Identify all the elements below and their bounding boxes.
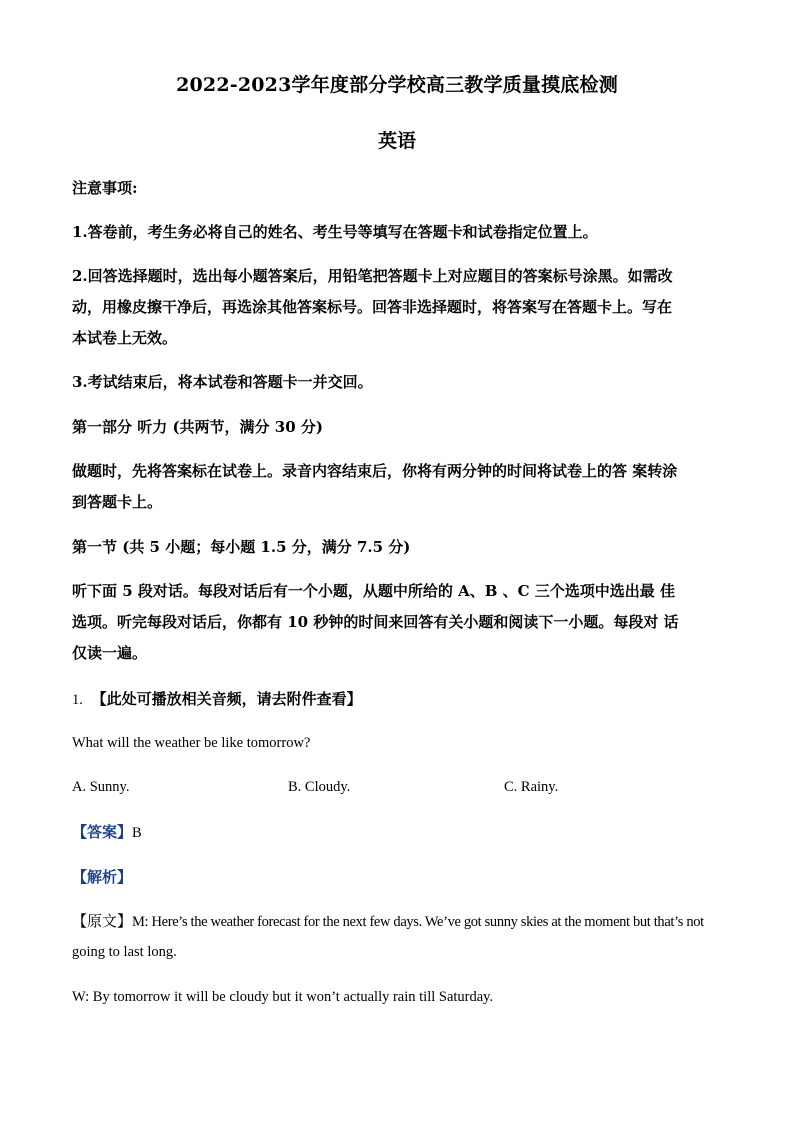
notice-item-2-line-2: 动，用橡皮擦干净后，再选涂其他答案标号。回答非选择题时，将答案写在答题卡上。写在 <box>72 298 673 316</box>
notice-item-1: 1.答卷前，考生务必将自己的姓名、考生号等填写在答题卡和试卷指定位置上。 <box>72 223 598 241</box>
part1-heading: 第一部分 听力 (共两节，满分 30 分) <box>72 418 323 436</box>
notice-item-2-line-1: 2.回答选择题时，选出每小题答案后，用铅笔把答题卡上对应题目的答案标号涂黑。如需改 <box>72 267 673 285</box>
answer-value: B <box>132 825 142 841</box>
notice-heading: 注意事项: <box>72 179 138 197</box>
section1-intro-line-3: 仅读一遍。 <box>72 644 148 662</box>
section1-intro-line-1: 听下面 5 段对话。每段对话后有一个小题，从题中所给的 A、B 、C 三个选项中选出最 佳 <box>72 582 676 600</box>
original-text-1: M: Here’s the weather forecast for the next few days. We’ve got sunny skies at the moment but that’s not <box>132 914 704 930</box>
notice-item-2-line-3: 本试卷上无效。 <box>72 329 178 347</box>
original-label: 【原文】 <box>72 912 133 930</box>
exam-title: 2022-2023学年度部分学校高三教学质量摸底检测 <box>176 74 618 96</box>
answer-label: 【答案】 <box>72 823 133 841</box>
original-text-line-1 <box>72 911 704 932</box>
option-a: A. Sunny. <box>72 779 130 795</box>
notice-item-3: 3.考试结束后，将本试卷和答题卡一并交回。 <box>72 373 373 391</box>
original-text-line-3: W: By tomorrow it will be cloudy but it won’t actually rain till Saturday. <box>72 989 494 1005</box>
option-c: C. Rainy. <box>504 779 559 795</box>
part1-intro-line-1: 做题时，先将答案标在试卷上。录音内容结束后，你将有两分钟的时间将试卷上的答 案转涂 <box>72 462 678 480</box>
part1-intro-line-2: 到答题卡上。 <box>72 493 163 511</box>
section1-intro-line-2: 选项。听完每段对话后，你都有 10 秒钟的时间来回答有关小题和阅读下一小题。每段对 话 <box>72 613 679 631</box>
original-text-line-2: going to last long. <box>72 944 177 960</box>
question-number: 1. <box>72 692 83 708</box>
analysis-label: 【解析】 <box>72 868 133 886</box>
question-1-prompt: What will the weather be like tomorrow? <box>72 735 311 751</box>
section1-heading: 第一节 (共 5 小题；每小题 1.5 分，满分 7.5 分) <box>72 538 411 556</box>
option-b: B. Cloudy. <box>288 779 351 795</box>
answer-line <box>72 822 142 843</box>
question-1-header <box>72 689 362 710</box>
audio-note: 【此处可播放相关音频，请去附件查看】 <box>91 690 362 708</box>
exam-subject: 英语 <box>377 130 416 152</box>
